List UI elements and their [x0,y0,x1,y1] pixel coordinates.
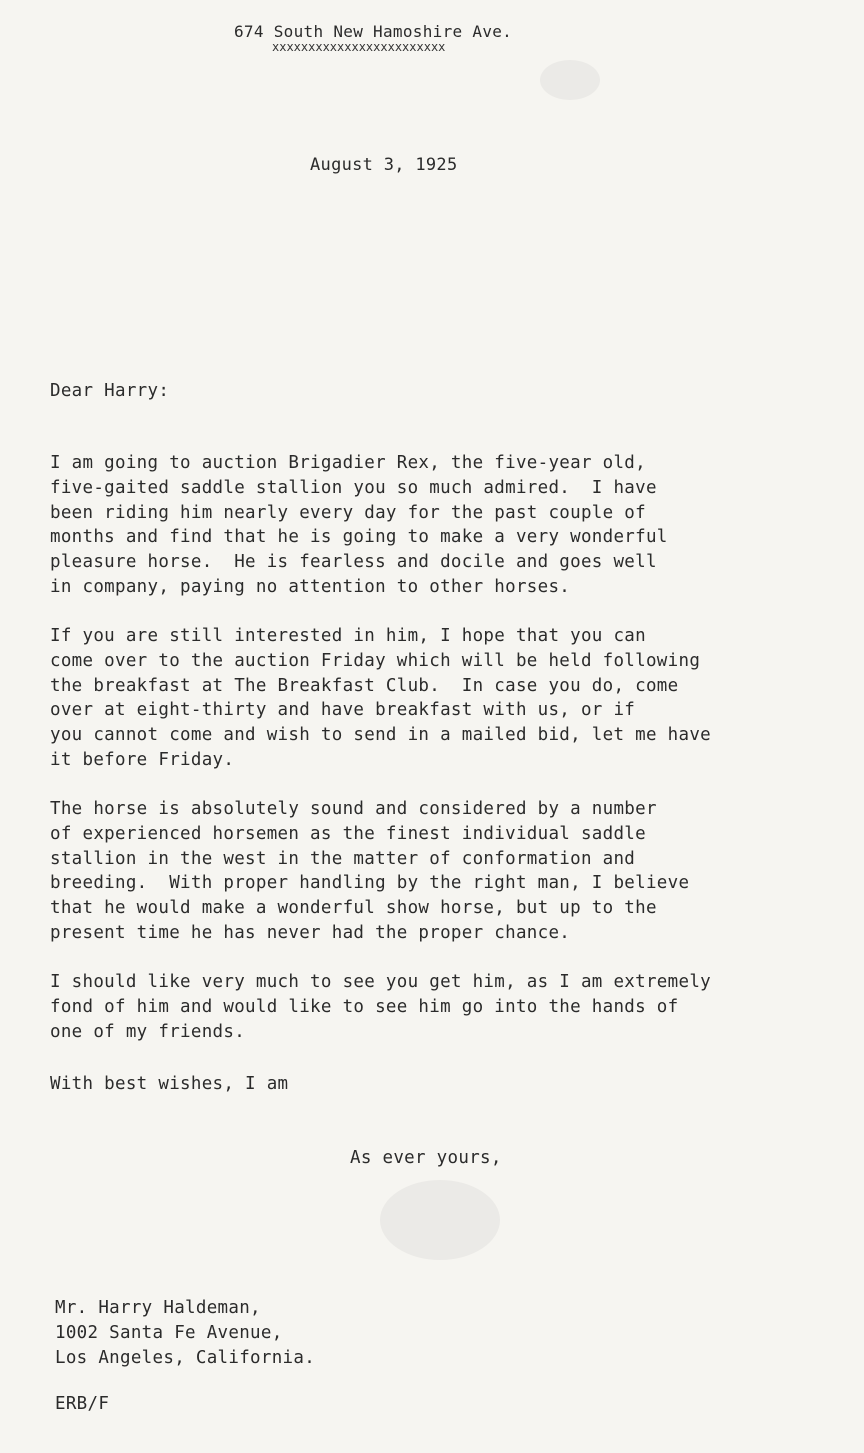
paragraph-line: over at eight-thirty and have breakfast with us, or if [50,700,636,721]
sender-address: 674 South New Hamoshire Ave. [234,22,513,41]
paragraph-line: in company, paying no attention to other horses. [50,576,571,597]
paragraph-line: you cannot come and wish to send in a mailed bid, let me have [50,725,711,746]
paragraph-line: If you are still interested in him, I hope that you can [50,626,646,646]
recipient-address-block [55,1296,315,1371]
paragraph-line: fond of him and would like to see him go into the hands of [50,996,679,1017]
recipient-line: Mr. Harry Haldeman, [55,1298,261,1318]
paragraph-line: stallion in the west in the matter of conformation and [50,848,636,869]
paragraph-line: come over to the auction Friday which will be held following [50,650,701,671]
paragraph-line: of experienced horsemen as the finest individual saddle [50,823,646,844]
letter-date: August 3, 1925 [310,155,458,175]
paper-smudge [380,1180,500,1260]
body-paragraph [50,624,711,773]
paragraph-line: that he would make a wonderful show horse, but up to the [50,898,657,919]
paragraph-line: five-gaited saddle stallion you so much admired. I have [50,477,657,498]
paragraph-line: one of my friends. [50,1021,246,1042]
body-paragraph [50,970,711,1044]
complimentary-close: As ever yours, [350,1148,502,1168]
paragraph-line: pleasure horse. He is fearless and docile and goes well [50,552,657,573]
paragraph-line: the breakfast at The Breakfast Club. In case you do, come [50,675,679,696]
recipient-line: Los Angeles, California. [55,1348,316,1368]
recipient-line: 1002 Santa Fe Avenue, [55,1323,283,1343]
salutation: Dear Harry: [50,381,170,401]
paragraph-line: breeding. With proper handling by the right man, I believe [50,873,690,894]
paragraph-line: The horse is absolutely sound and considered by a number [50,799,657,819]
paragraph-line: I should like very much to see you get him, as I am extremely [50,972,711,992]
struck-out-text: xxxxxxxxxxxxxxxxxxxxxxxx [272,40,446,54]
paragraph-line: With best wishes, I am [50,1074,289,1094]
paragraph-line: I am going to auction Brigadier Rex, the five-year old, [50,453,646,473]
body-paragraph [50,797,689,946]
paragraph-line: it before Friday. [50,749,235,770]
body-paragraph [50,1072,288,1097]
paragraph-line: been riding him nearly every day for the past couple of [50,502,646,523]
paper-smudge [540,60,600,100]
body-paragraph [50,451,668,600]
paragraph-line: months and find that he is going to make a very wonderful [50,527,668,548]
paragraph-line: present time he has never had the proper chance. [50,922,571,943]
typist-initials: ERB/F [55,1394,110,1414]
